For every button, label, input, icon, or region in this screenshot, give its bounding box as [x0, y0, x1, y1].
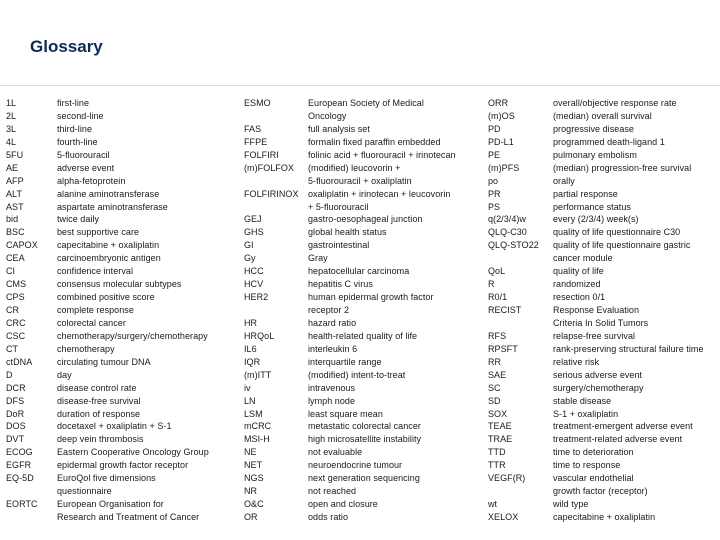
glossary-term: (m)OS: [488, 110, 515, 121]
glossary-term: TTD: [488, 447, 506, 458]
glossary-term: DCR: [6, 382, 26, 393]
glossary-definition: lymph node: [308, 395, 356, 406]
glossary-term: FOLFIRINOX: [244, 188, 299, 199]
glossary-term: QoL: [488, 266, 506, 277]
glossary-term: QLQ-C30: [488, 227, 527, 238]
glossary-definition: aspartate aminotransferase: [57, 201, 168, 212]
glossary-term: RR: [488, 356, 502, 367]
glossary-term: NR: [244, 486, 258, 497]
glossary-definition: relapse-free survival: [553, 330, 636, 341]
glossary-term: GI: [244, 240, 254, 251]
glossary-definition: day: [57, 369, 72, 380]
glossary-term: NGS: [244, 473, 264, 484]
glossary-definition: consensus molecular subtypes: [57, 279, 182, 290]
glossary-definition: hazard ratio: [308, 317, 357, 328]
glossary-term: CRC: [6, 317, 26, 328]
glossary-term: TRAE: [488, 434, 513, 445]
glossary-definition: resection 0/1: [553, 292, 606, 303]
glossary-definition: time to response: [553, 460, 621, 471]
glossary-definition: first-line: [57, 98, 90, 108]
glossary-term: CPS: [6, 292, 25, 303]
glossary-definition: partial response: [553, 188, 618, 199]
glossary-term: NE: [244, 447, 257, 458]
glossary-definition: + 5-fluorouracil: [308, 201, 369, 212]
glossary-term: CAPOX: [6, 240, 38, 251]
glossary-definition: overall/objective response rate: [553, 98, 677, 108]
glossary-term: CI: [6, 266, 16, 277]
glossary-term: HCC: [244, 266, 264, 277]
glossary-definition: questionnaire: [57, 486, 112, 497]
glossary-definition: colorectal cancer: [57, 317, 126, 328]
glossary-definition: third-line: [57, 123, 93, 134]
glossary-definition: Gray: [308, 253, 328, 264]
glossary-term: EORTC: [6, 499, 38, 510]
glossary-definition: wild type: [553, 499, 589, 510]
glossary-term: (m)ITT: [244, 369, 272, 380]
glossary-definition: randomized: [553, 279, 601, 290]
glossary-definition: duration of response: [57, 408, 141, 419]
glossary-definition: treatment-emergent adverse event: [553, 421, 693, 432]
glossary-definition: human epidermal growth factor: [308, 292, 434, 303]
glossary-term: EGFR: [6, 460, 32, 471]
glossary-definition: Response Evaluation: [553, 305, 640, 315]
glossary-term: DVT: [6, 434, 25, 445]
glossary-definition: not evaluable: [308, 447, 363, 458]
glossary-term: TEAE: [488, 421, 512, 432]
glossary-definition: time to deterioration: [553, 447, 634, 458]
glossary-term: 4L: [6, 136, 17, 147]
glossary-definition: disease control rate: [57, 382, 137, 393]
glossary-definition: full analysis set: [308, 123, 370, 134]
glossary-term: R: [488, 279, 495, 290]
glossary-term: LSM: [244, 408, 263, 419]
glossary-definition: gastro-oesophageal junction: [308, 214, 423, 225]
glossary-term: 3L: [6, 123, 17, 134]
glossary-definition: high microsatellite instability: [308, 434, 422, 445]
glossary-term: ESMO: [244, 98, 271, 108]
glossary-term: bid: [6, 214, 19, 225]
glossary-definition: progressive disease: [553, 123, 634, 134]
glossary-term: 2L: [6, 110, 17, 121]
glossary-definition: receptor 2: [308, 305, 350, 315]
glossary-definition: deep vein thrombosis: [57, 434, 144, 445]
glossary-term: ORR: [488, 98, 509, 108]
glossary-term: IL6: [244, 343, 257, 354]
glossary-term: DOS: [6, 421, 26, 432]
glossary-definition: carcinoembryonic antigen: [57, 253, 161, 264]
glossary-definition: relative risk: [553, 356, 600, 367]
glossary-term: RPSFT: [488, 343, 518, 354]
page-title: Glossary: [30, 37, 103, 56]
glossary-definition: chemotherapy: [57, 343, 115, 354]
glossary-term: SOX: [488, 408, 508, 419]
glossary-term: SAE: [488, 369, 507, 380]
glossary-term: EQ-5D: [6, 473, 34, 484]
glossary-definition: alanine aminotransferase: [57, 188, 160, 199]
glossary-term: 1L: [6, 98, 17, 108]
glossary-definition: hepatocellular carcinoma: [308, 266, 410, 277]
glossary-term: Gy: [244, 253, 256, 264]
glossary-term: AST: [6, 201, 24, 212]
glossary-definition: neuroendocrine tumour: [308, 460, 403, 471]
glossary-term: FOLFIRI: [244, 149, 279, 160]
glossary-term: wt: [488, 499, 498, 510]
glossary-definition: formalin fixed paraffin embedded: [308, 136, 441, 147]
glossary-definition: programmed death-ligand 1: [553, 136, 665, 147]
glossary-term: CMS: [6, 279, 27, 290]
glossary-definition: oxaliplatin + irinotecan + leucovorin: [308, 188, 451, 199]
glossary-term: GEJ: [244, 214, 262, 225]
glossary-definition: circulating tumour DNA: [57, 356, 151, 367]
glossary-term: HR: [244, 317, 258, 328]
glossary-definition: S-1 + oxaliplatin: [553, 408, 619, 419]
glossary-term: NET: [244, 460, 263, 471]
glossary-term: CR: [6, 305, 20, 315]
glossary-definition: EuroQol five dimensions: [57, 473, 156, 484]
glossary-definition: every (2/3/4) week(s): [553, 214, 639, 225]
glossary-definition: twice daily: [57, 214, 100, 225]
glossary-definition: stable disease: [553, 395, 612, 406]
glossary-term: TTR: [488, 460, 506, 471]
glossary-definition: interleukin 6: [308, 343, 358, 354]
glossary-definition: cancer module: [553, 253, 613, 264]
glossary-term: OR: [244, 512, 258, 522]
glossary-definition: European Organisation for: [57, 499, 164, 510]
title-divider: [0, 85, 720, 86]
glossary-term: iv: [244, 382, 251, 393]
glossary-term: LN: [244, 395, 256, 406]
glossary-definition: growth factor (receptor): [553, 486, 648, 497]
glossary-term: IQR: [244, 356, 261, 367]
glossary-definition: (median) overall survival: [553, 110, 652, 121]
glossary-term: FFPE: [244, 136, 268, 147]
glossary-definition: fourth-line: [57, 136, 98, 147]
glossary-term: 5FU: [6, 149, 24, 160]
glossary-definition: capecitabine + oxaliplatin: [553, 512, 656, 522]
glossary-definition: not reached: [308, 486, 357, 497]
glossary-definition: capecitabine + oxaliplatin: [57, 240, 160, 251]
glossary-term: HCV: [244, 279, 264, 290]
glossary-definition: vascular endothelial: [553, 473, 634, 484]
glossary-definition: orally: [553, 175, 575, 186]
glossary-definition: interquartile range: [308, 356, 382, 367]
glossary-definition: disease-free survival: [57, 395, 141, 406]
glossary-definition: odds ratio: [308, 512, 349, 522]
glossary-definition: next generation sequencing: [308, 473, 420, 484]
glossary-term: ECOG: [6, 447, 33, 458]
glossary-term: mCRC: [244, 421, 272, 432]
glossary-definition: epidermal growth factor receptor: [57, 460, 189, 471]
glossary-term: QLQ-STO22: [488, 240, 539, 251]
glossary-term: PD-L1: [488, 136, 514, 147]
glossary-definition: (modified) intent-to-treat: [308, 369, 406, 380]
glossary-term: D: [6, 369, 13, 380]
glossary-term: R0/1: [488, 292, 508, 303]
glossary-term: CSC: [6, 330, 26, 341]
glossary-term: (m)FOLFOX: [244, 162, 294, 173]
glossary-term: PR: [488, 188, 501, 199]
glossary-definition: docetaxel + oxaliplatin + S-1: [57, 421, 172, 432]
glossary-definition: least square mean: [308, 408, 383, 419]
glossary-definition: serious adverse event: [553, 369, 643, 380]
glossary-term: PE: [488, 149, 501, 160]
glossary-definition: 5-fluorouracil + oxaliplatin: [308, 175, 412, 186]
glossary-term: (m)PFS: [488, 162, 520, 173]
glossary-definition: surgery/chemotherapy: [553, 382, 644, 393]
glossary-term: GHS: [244, 227, 264, 238]
glossary-definition: open and closure: [308, 499, 378, 510]
glossary-term: ctDNA: [6, 356, 33, 367]
glossary-term: AFP: [6, 175, 24, 186]
glossary-definition: second-line: [57, 110, 104, 121]
glossary-definition: pulmonary embolism: [553, 149, 637, 160]
glossary-definition: 5-fluorouracil: [57, 149, 110, 160]
glossary-term: BSC: [6, 227, 25, 238]
glossary-term: PS: [488, 201, 501, 212]
glossary-definition: Research and Treatment of Cancer: [57, 512, 200, 522]
glossary-definition: global health status: [308, 227, 387, 238]
glossary-term: CEA: [6, 253, 25, 264]
glossary-definition: complete response: [57, 305, 134, 315]
glossary-definition: confidence interval: [57, 266, 133, 277]
glossary-term: DoR: [6, 408, 25, 419]
glossary-definition: intravenous: [308, 382, 356, 393]
glossary-term: AE: [6, 162, 19, 173]
glossary-definition: folinic acid + fluorouracil + irinotecan: [308, 149, 456, 160]
glossary-term: PD: [488, 123, 501, 134]
glossary-definition: (median) progression-free survival: [553, 162, 692, 173]
glossary-term: MSI-H: [244, 434, 270, 445]
glossary-term: O&C: [244, 499, 264, 510]
glossary-definition: European Society of Medical: [308, 98, 424, 108]
glossary-definition: quality of life questionnaire C30: [553, 227, 681, 238]
glossary-term: HER2: [244, 292, 269, 303]
glossary-term: SD: [488, 395, 501, 406]
glossary-term: HRQoL: [244, 330, 275, 341]
glossary-term: FAS: [244, 123, 262, 134]
glossary-term: ALT: [6, 188, 22, 199]
glossary-term: RFS: [488, 330, 507, 341]
glossary-definition: metastatic colorectal cancer: [308, 421, 421, 432]
glossary-term: q(2/3/4)w: [488, 214, 526, 225]
glossary-definition: chemotherapy/surgery/chemotherapy: [57, 330, 208, 341]
glossary-definition: performance status: [553, 201, 631, 212]
glossary-definition: alpha-fetoprotein: [57, 175, 126, 186]
glossary-term: DFS: [6, 395, 25, 406]
glossary-definition: combined positive score: [57, 292, 155, 303]
glossary-definition: hepatitis C virus: [308, 279, 373, 290]
glossary-term: SC: [488, 382, 501, 393]
glossary-definition: Oncology: [308, 110, 347, 121]
glossary-term: po: [488, 175, 499, 186]
glossary-definition: quality of life: [553, 266, 604, 277]
glossary-term: CT: [6, 343, 19, 354]
glossary-definition: gastrointestinal: [308, 240, 370, 251]
glossary-term: VEGF(R): [488, 473, 526, 484]
glossary-term: RECIST: [488, 305, 522, 315]
glossary-definition: treatment-related adverse event: [553, 434, 683, 445]
glossary-definition: rank-preserving structural failure time: [553, 343, 704, 354]
glossary-definition: health-related quality of life: [308, 330, 418, 341]
glossary-definition: Eastern Cooperative Oncology Group: [57, 447, 209, 458]
glossary-definition: (modified) leucovorin +: [308, 162, 401, 173]
glossary-definition: best supportive care: [57, 227, 140, 238]
glossary-term: XELOX: [488, 512, 519, 522]
glossary-definition: Criteria In Solid Tumors: [553, 317, 649, 328]
glossary-definition: adverse event: [57, 162, 115, 173]
glossary-definition: quality of life questionnaire gastric: [553, 240, 691, 251]
